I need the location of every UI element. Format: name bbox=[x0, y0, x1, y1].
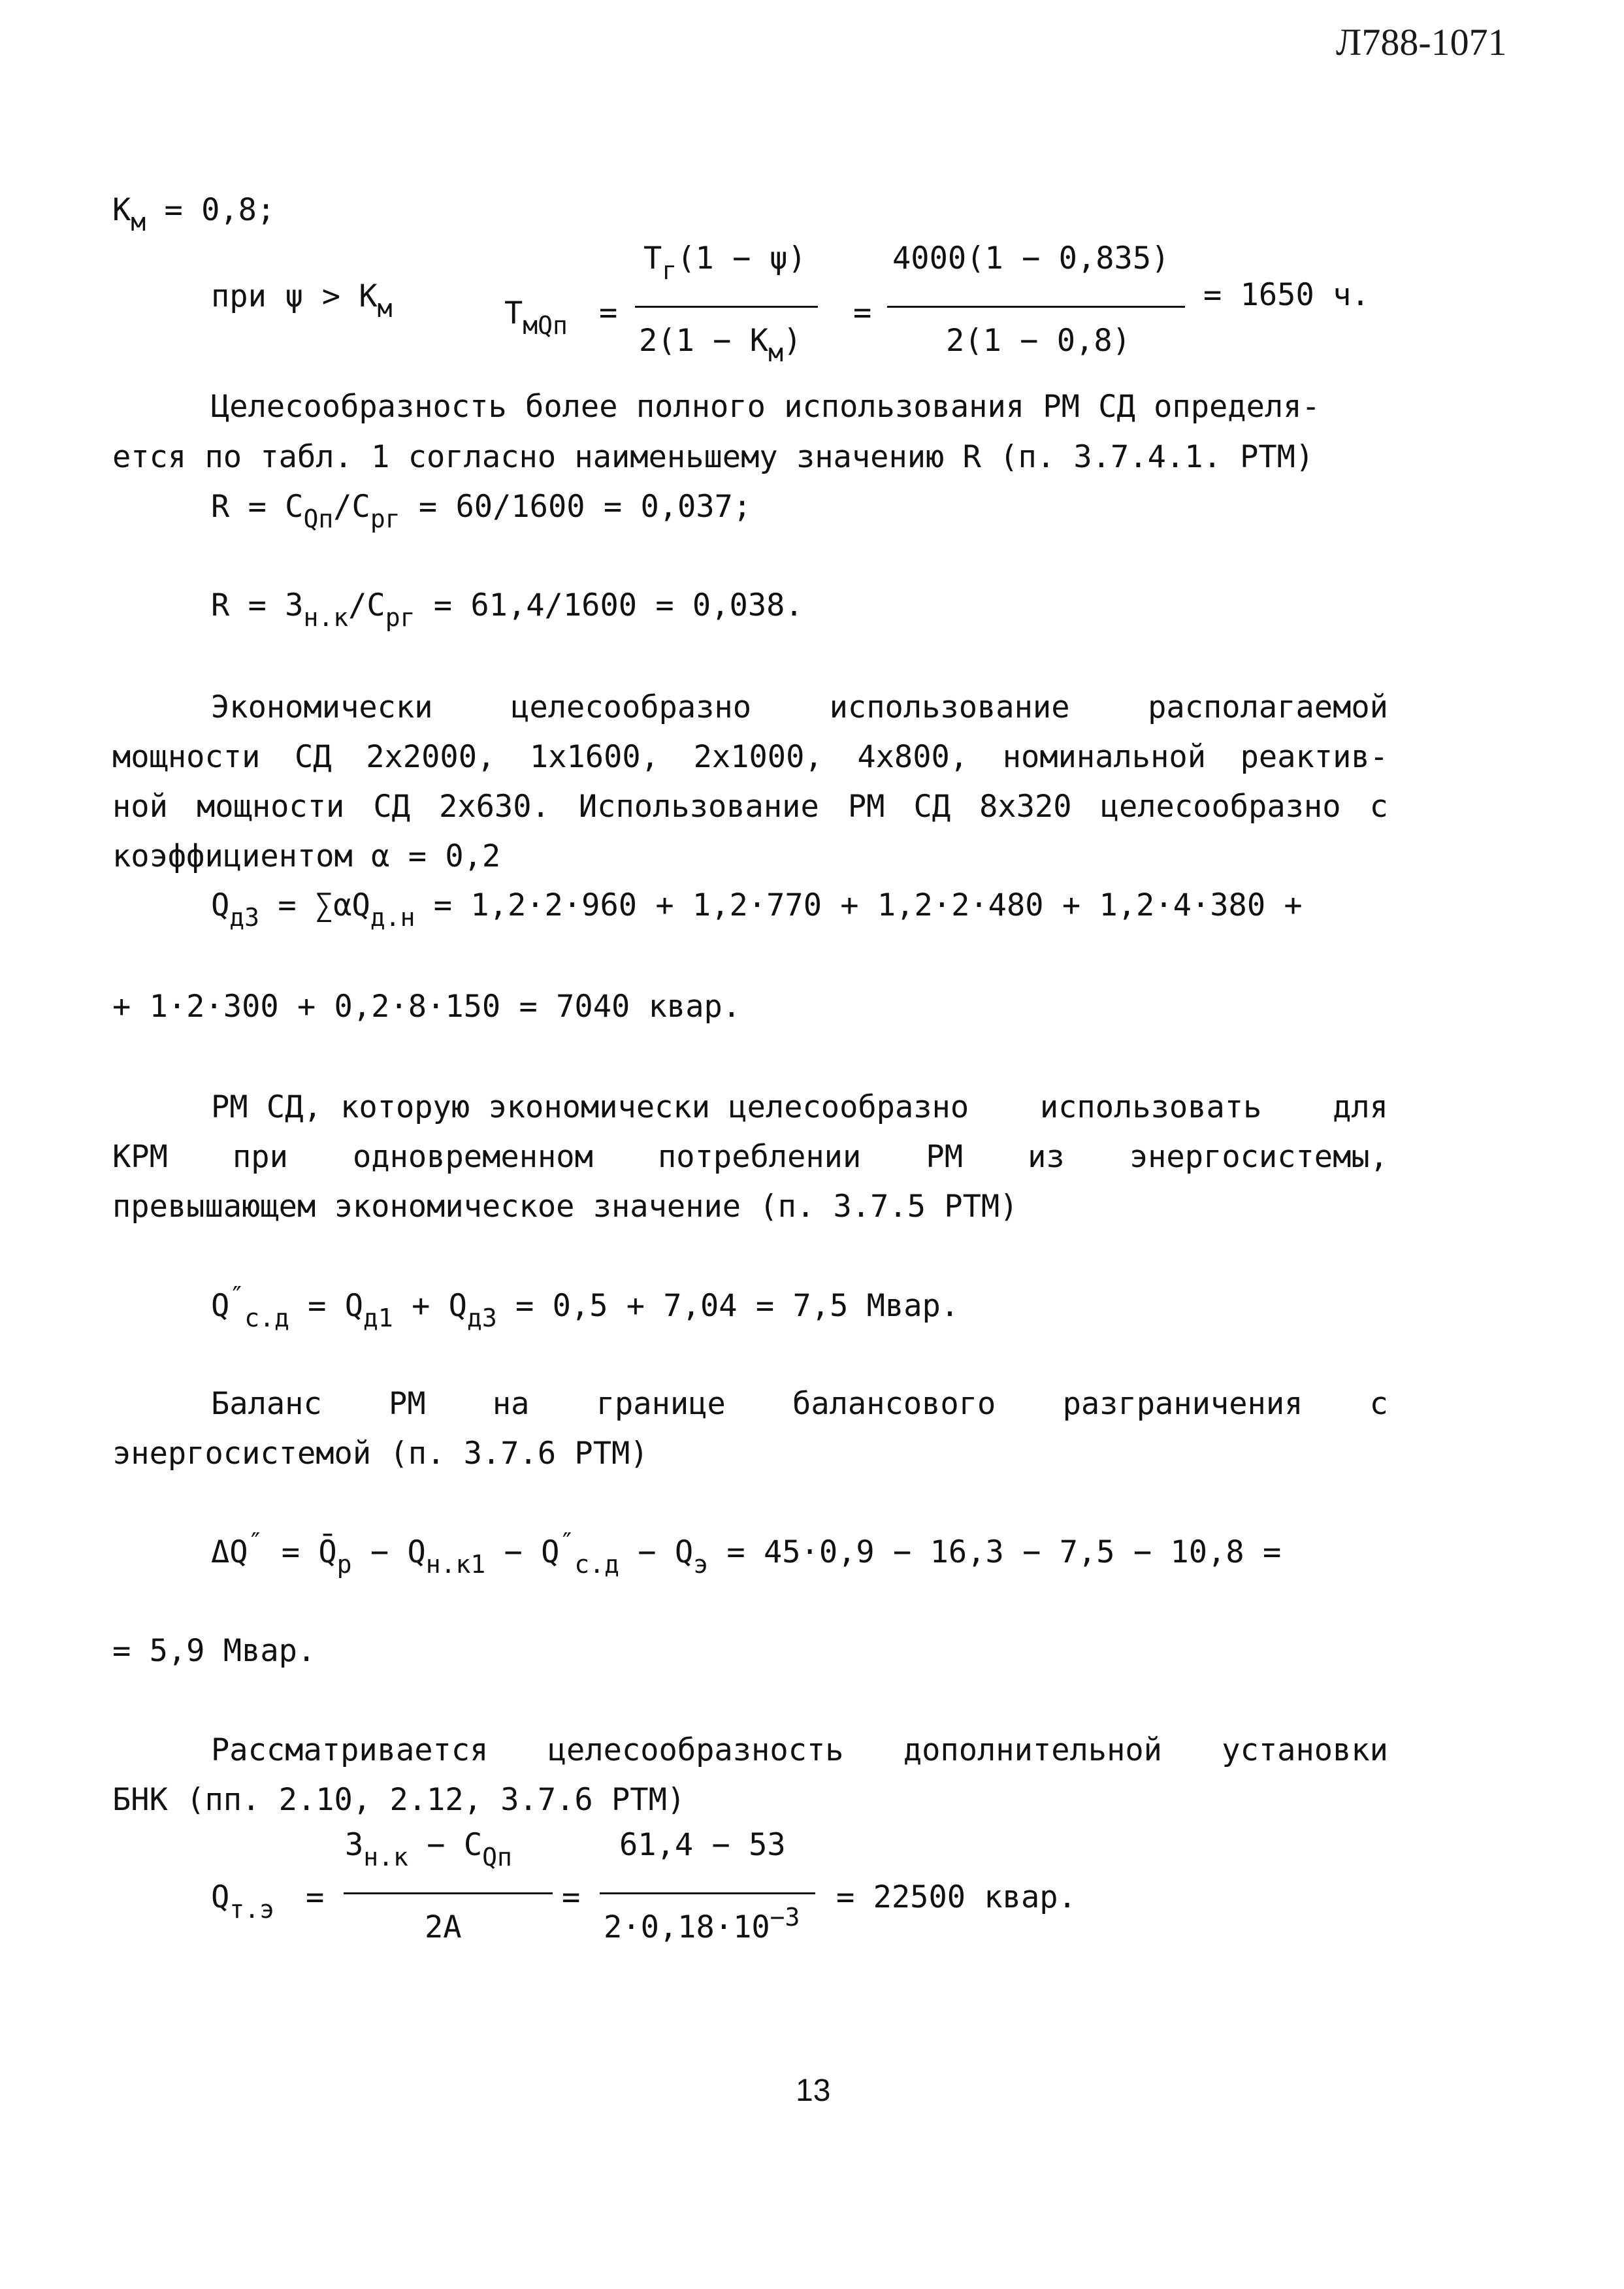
para4-line1 bbox=[211, 1386, 1388, 1422]
page-number: 13 bbox=[796, 2073, 831, 2108]
r1-a: R = C bbox=[211, 489, 304, 525]
qte-denominator-1: 2А bbox=[425, 1909, 462, 1945]
word: дополнительной bbox=[903, 1732, 1162, 1768]
qte-fraction-bar-2 bbox=[600, 1892, 815, 1894]
tm-den1-sub: м bbox=[768, 338, 783, 367]
km-line bbox=[112, 192, 276, 237]
dq-a: ΔQ bbox=[211, 1534, 248, 1570]
document-id: Л788-1071 bbox=[1336, 21, 1507, 63]
para1-line1: Целесообразность более полного использования РМ СД определя- bbox=[211, 389, 1320, 425]
qte-numerator-2: 61,4 − 53 bbox=[619, 1827, 786, 1863]
qcd-formula bbox=[211, 1281, 960, 1332]
word: при bbox=[233, 1139, 288, 1175]
qcd-b-sub: д1 bbox=[363, 1304, 393, 1332]
word: располагаемой bbox=[1148, 689, 1388, 725]
qte-denominator-2 bbox=[604, 1903, 800, 1945]
para5-line1 bbox=[211, 1732, 1388, 1768]
r2-b-sub: рг bbox=[385, 603, 415, 632]
qte-lhs-symbol: Q bbox=[211, 1879, 230, 1915]
tm-fraction-bar-2 bbox=[887, 306, 1185, 308]
word: использование bbox=[829, 689, 1070, 725]
qte-numerator-1 bbox=[345, 1827, 512, 1871]
word: СД bbox=[373, 789, 410, 825]
word: одновременном bbox=[353, 1139, 593, 1175]
km-value: = 0,8; bbox=[146, 192, 276, 228]
tm-num1-sub: г bbox=[662, 256, 677, 285]
dq-d-sub: с.д bbox=[574, 1550, 619, 1579]
qte-eq1: = bbox=[306, 1879, 325, 1915]
word: энергосистемы, bbox=[1129, 1139, 1388, 1175]
qte-result: = 22500 квар. bbox=[836, 1879, 1077, 1915]
qd3-lhs: Q bbox=[211, 887, 230, 923]
tm-num1-rest: (1 − ψ) bbox=[677, 240, 807, 276]
word: ной bbox=[112, 789, 168, 825]
para2-line1 bbox=[211, 689, 1388, 725]
tm-den1-text: 2(1 − К bbox=[639, 323, 769, 359]
para1-line2: ется по табл. 1 согласно наименьшему значению R (п. 3.7.4.1. РТМ) bbox=[112, 439, 1314, 475]
qd3-rhs: = 1,2·2·960 + 1,2·770 + 1,2·2·480 + 1,2·4·380 + bbox=[415, 887, 1303, 923]
qd3-formula bbox=[211, 887, 1303, 932]
dq-d: − Q bbox=[485, 1534, 560, 1570]
word: СД bbox=[295, 739, 332, 775]
r2-formula bbox=[211, 587, 804, 632]
word: РМ bbox=[389, 1386, 426, 1422]
qte-den2-sup: −3 bbox=[770, 1903, 800, 1932]
tm-eq2: = bbox=[853, 295, 872, 331]
word: номинальной bbox=[1002, 739, 1206, 775]
qte-eq2: = bbox=[562, 1879, 581, 1915]
word: с bbox=[1369, 789, 1388, 825]
word: целесообразность bbox=[547, 1732, 844, 1768]
para2-line2 bbox=[112, 739, 1388, 775]
dq-c-sub: н.к1 bbox=[425, 1550, 486, 1579]
qcd-a: Q bbox=[211, 1288, 230, 1324]
para5-line2: БНК (пп. 2.10, 2.12, 3.7.6 РТМ) bbox=[112, 1782, 686, 1818]
word: РМ bbox=[847, 789, 885, 825]
dq-b-sub: р bbox=[336, 1550, 352, 1579]
word: Баланс bbox=[211, 1386, 322, 1422]
tm-condition bbox=[211, 278, 393, 323]
para2-line3 bbox=[112, 789, 1388, 825]
dq-d-sup: ″ bbox=[559, 1528, 575, 1556]
qte-num1-sub: н.к bbox=[363, 1843, 408, 1871]
r2-b: /C bbox=[348, 587, 385, 623]
word: границе bbox=[596, 1386, 726, 1422]
word: на bbox=[492, 1386, 530, 1422]
word: 2х1000, bbox=[693, 739, 823, 775]
qcd-a-sub: с.д bbox=[244, 1304, 289, 1332]
tm-num1-symbol: Т bbox=[643, 240, 662, 276]
word: Экономически bbox=[211, 689, 433, 725]
tm-den1-rest: ) bbox=[783, 323, 802, 359]
tm-fraction-bar-1 bbox=[635, 306, 818, 308]
qte-lhs bbox=[211, 1879, 274, 1924]
word: мощности bbox=[196, 789, 345, 825]
dq-f: = 45·0,9 − 16,3 − 7,5 − 10,8 = bbox=[708, 1534, 1282, 1570]
para2-line4: коэффициентом α = 0,2 bbox=[112, 838, 501, 874]
word: потреблении bbox=[658, 1139, 862, 1175]
word: установки bbox=[1222, 1732, 1388, 1768]
qte-fraction-bar-1 bbox=[344, 1892, 553, 1894]
r1-a-sub: Qп bbox=[303, 504, 334, 533]
tm-result: = 1650 ч. bbox=[1203, 277, 1370, 313]
tm-denominator-2: 2(1 − 0,8) bbox=[946, 323, 1131, 359]
word: СД bbox=[913, 789, 951, 825]
r2-a: R = З bbox=[211, 587, 304, 623]
para3-line2 bbox=[112, 1139, 1388, 1175]
qcd-d: = 0,5 + 7,04 = 7,5 Мвар. bbox=[496, 1288, 960, 1324]
tm-numerator-1 bbox=[643, 240, 807, 285]
km-symbol: К bbox=[112, 192, 131, 228]
tm-lhs-sub: мQп bbox=[523, 311, 568, 340]
word: РМ bbox=[926, 1139, 963, 1175]
word: разграничения bbox=[1062, 1386, 1303, 1422]
word: Использование bbox=[578, 789, 819, 825]
r1-c: = 60/1600 = 0,037; bbox=[400, 489, 752, 525]
qte-lhs-sub: т.э bbox=[229, 1895, 274, 1924]
qte-num1-sub2: Qп bbox=[482, 1843, 512, 1871]
dq-a-sup: ″ bbox=[248, 1528, 263, 1556]
qte-num1-rest: − C bbox=[408, 1827, 483, 1863]
tm-numerator-2: 4000(1 − 0,835) bbox=[892, 240, 1170, 276]
word: РМ СД, которую экономически целесообразно bbox=[211, 1089, 969, 1125]
word: из bbox=[1028, 1139, 1065, 1175]
qte-num1-symbol: З bbox=[345, 1827, 364, 1863]
qd3-continuation: + 1·2·300 + 0,2·8·150 = 7040 квар. bbox=[112, 989, 741, 1025]
qd3-mid: = ∑αQ bbox=[259, 887, 370, 923]
r1-b-sub: рг bbox=[370, 504, 400, 533]
word: целесообразно bbox=[1100, 789, 1341, 825]
word: 4х800, bbox=[857, 739, 969, 775]
qcd-b: = Q bbox=[289, 1288, 364, 1324]
tm-denominator-1 bbox=[639, 323, 802, 367]
r1-b: /C bbox=[333, 489, 370, 525]
word: с bbox=[1369, 1386, 1388, 1422]
tm-eq1: = bbox=[599, 295, 618, 331]
word: использовать bbox=[1039, 1089, 1262, 1125]
word: мощности bbox=[112, 739, 261, 775]
r2-a-sub: н.к bbox=[303, 603, 349, 632]
r1-formula bbox=[211, 489, 752, 533]
word: балансового bbox=[792, 1386, 996, 1422]
tm-condition-sub: м bbox=[377, 294, 393, 323]
word: реактив- bbox=[1240, 739, 1388, 775]
dq-continuation: = 5,9 Мвар. bbox=[112, 1633, 316, 1669]
qte-den2-text: 2·0,18·10 bbox=[604, 1909, 770, 1945]
word: 8х320 bbox=[979, 789, 1072, 825]
word: 2х2000, bbox=[366, 739, 496, 775]
word: для bbox=[1333, 1089, 1388, 1125]
tm-lhs bbox=[504, 295, 568, 340]
para3-line3: превышающем экономическое значение (п. 3.7.5 РТМ) bbox=[112, 1189, 1018, 1225]
r2-c: = 61,4/1600 = 0,038. bbox=[415, 587, 804, 623]
word: 1х1600, bbox=[529, 739, 659, 775]
qcd-a-sup: ″ bbox=[229, 1281, 245, 1310]
dq-formula bbox=[211, 1528, 1282, 1579]
tm-lhs-symbol: Т bbox=[504, 295, 523, 331]
para3-line1 bbox=[211, 1089, 1388, 1125]
dq-b: = Q̄ bbox=[263, 1534, 337, 1570]
dq-e-sub: э bbox=[693, 1550, 709, 1579]
qcd-c: + Q bbox=[393, 1288, 467, 1324]
qd3-mid-sub: д.н bbox=[370, 903, 415, 932]
km-subscript: м bbox=[131, 208, 146, 237]
word: Рассматривается bbox=[211, 1732, 489, 1768]
tm-condition-text: при ψ > К bbox=[211, 278, 378, 314]
word: целесообразно bbox=[511, 689, 752, 725]
word: КРМ bbox=[112, 1139, 168, 1175]
qcd-c-sub: д3 bbox=[466, 1304, 497, 1332]
dq-c: − Q bbox=[351, 1534, 426, 1570]
qd3-lhs-sub: д3 bbox=[229, 903, 260, 932]
dq-e: − Q bbox=[619, 1534, 694, 1570]
word: 2х630. bbox=[439, 789, 550, 825]
para4-line2: энергосистемой (п. 3.7.6 РТМ) bbox=[112, 1436, 649, 1472]
